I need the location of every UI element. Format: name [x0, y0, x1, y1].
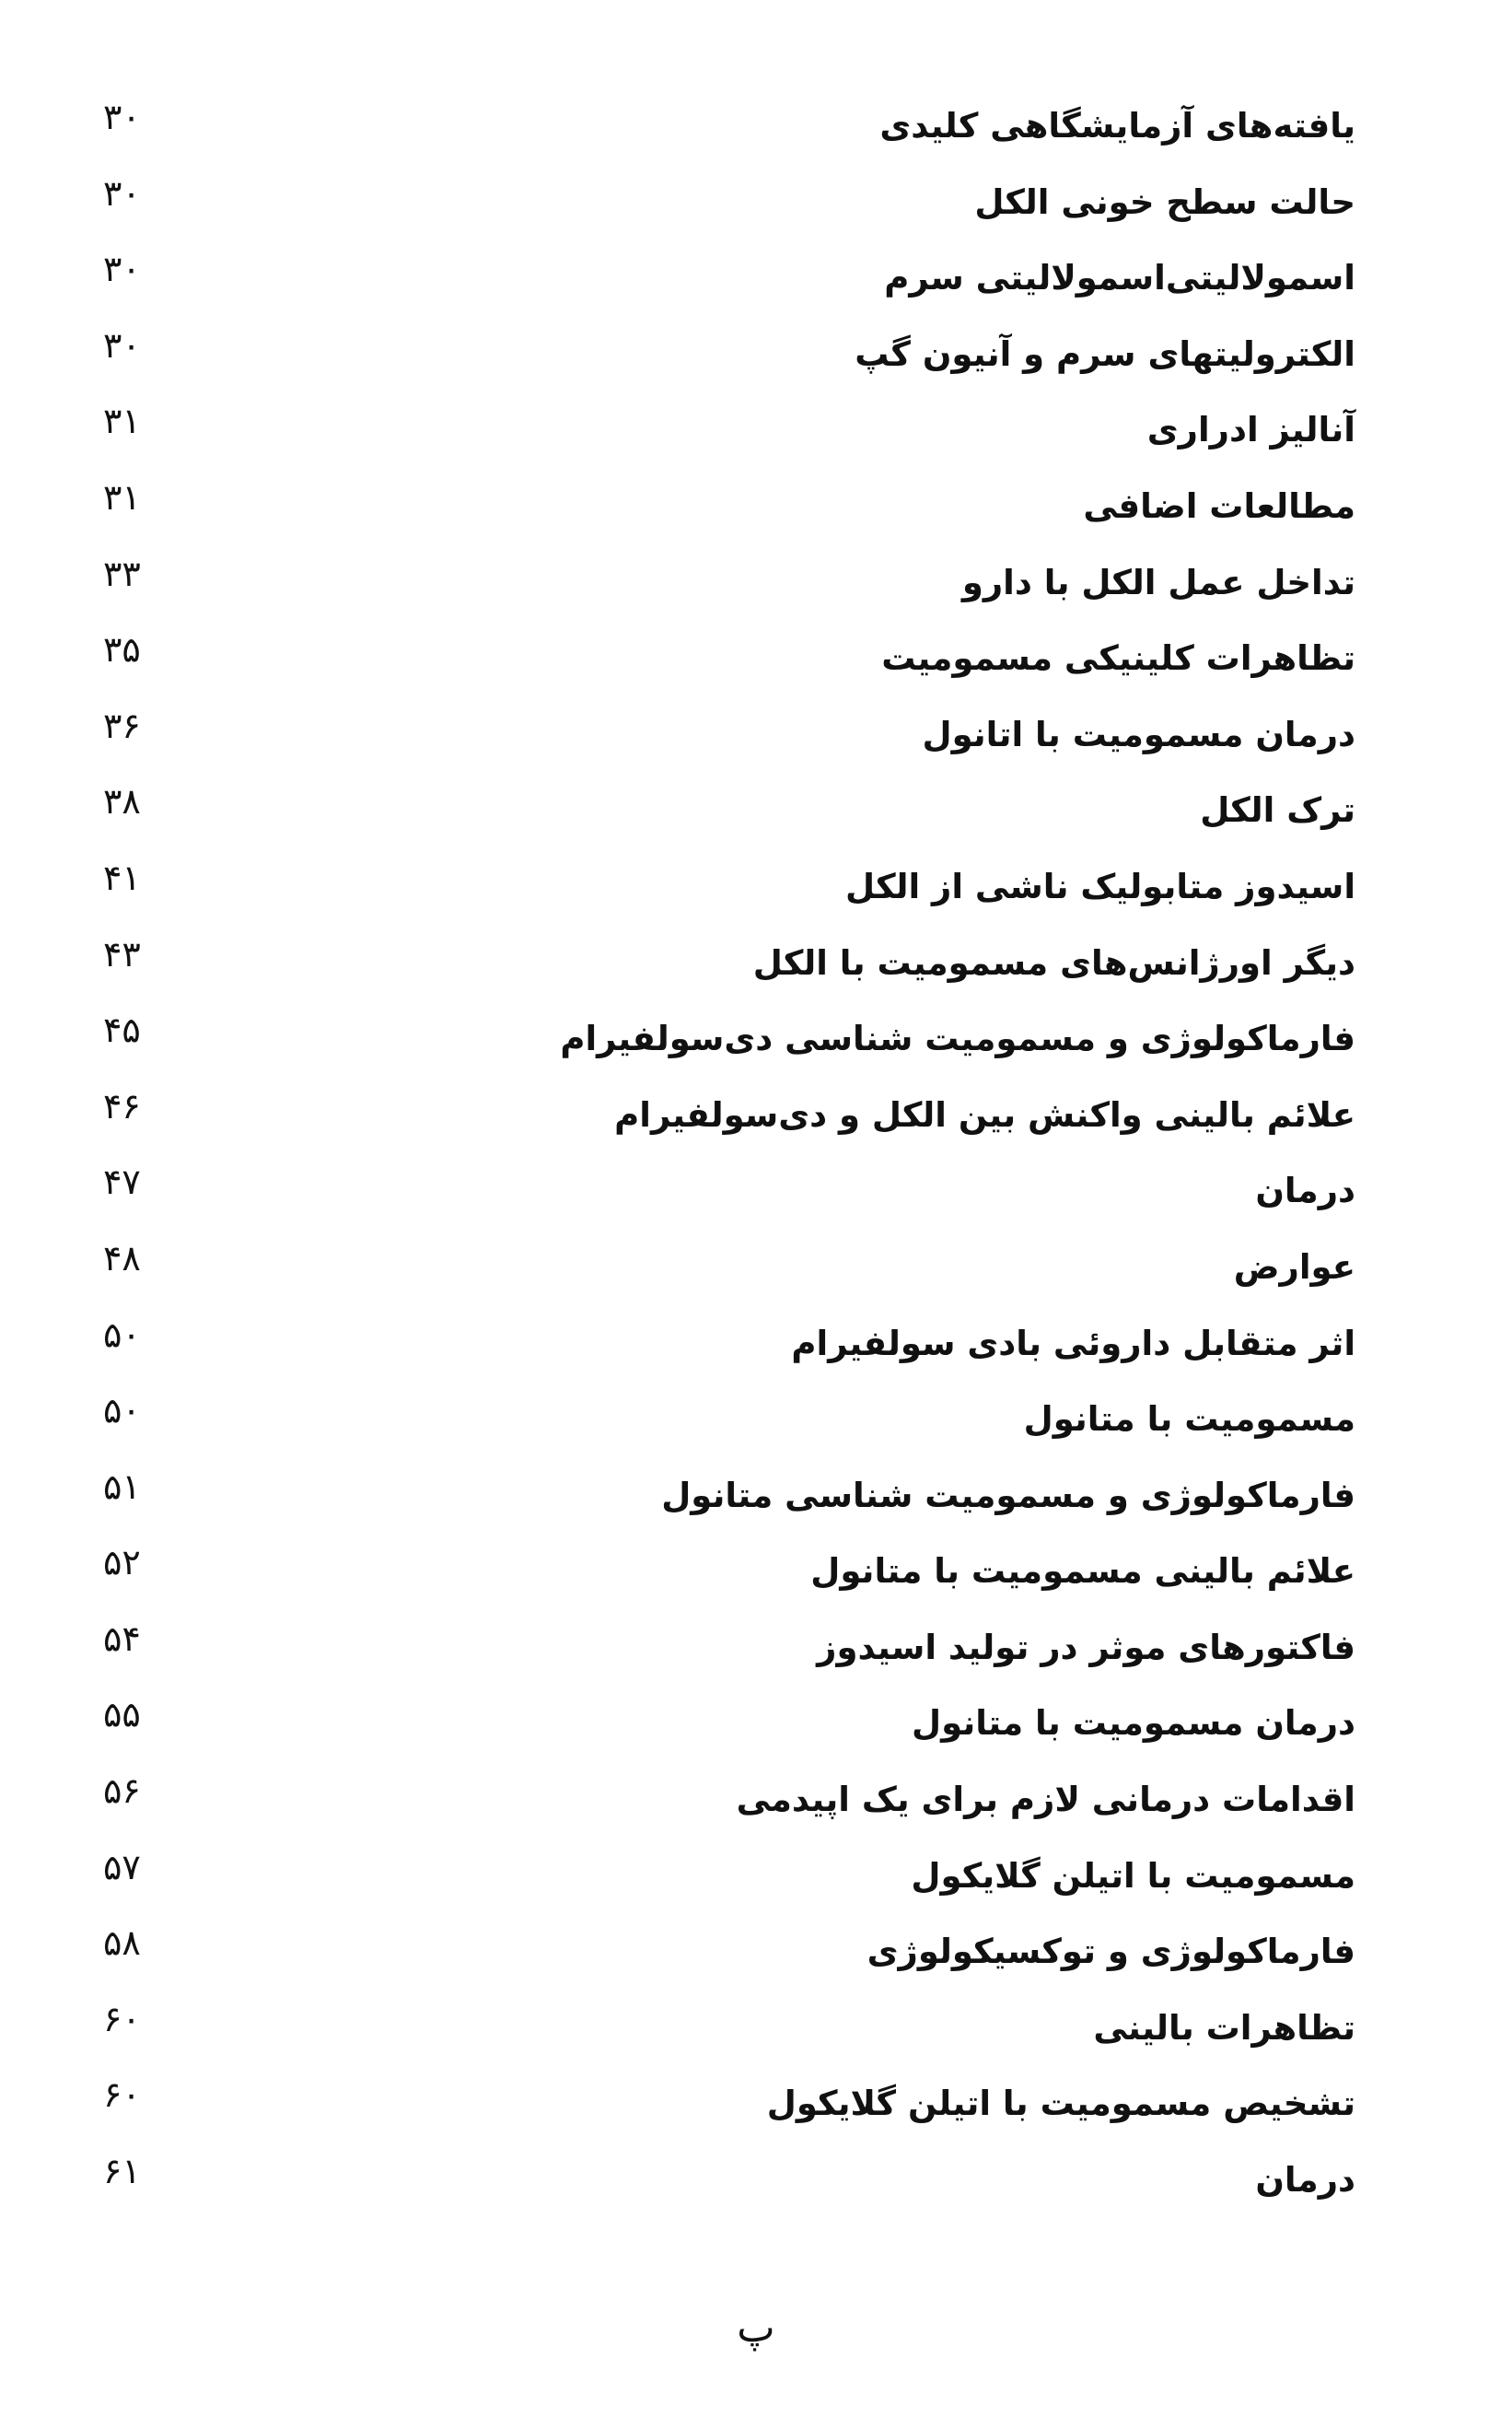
toc-entry-title: درمان مسمومیت با اتانول	[922, 714, 1355, 754]
toc-entry	[0, 1232, 1512, 1308]
toc-entry-title: الکترولیتهای سرم و آنیون گپ	[855, 333, 1355, 374]
toc-entry-page-number: ۳۱	[103, 476, 141, 518]
toc-entry-title: اسمولالیتی‌اسمولالیتی سرم	[884, 258, 1355, 298]
toc-entry-title: فارماکولوژی و توکسیکولوژی	[866, 1932, 1355, 1972]
toc-entry	[0, 928, 1512, 1004]
toc-entry-title: درمان	[1255, 1171, 1355, 1211]
toc-entry	[0, 1155, 1512, 1232]
toc-entry-page-number: ۳۰	[103, 324, 141, 366]
toc-entry-page-number: ۳۸	[103, 781, 141, 823]
toc-entry	[0, 1080, 1512, 1156]
toc-entry	[0, 242, 1512, 319]
toc-entry-page-number: ۵۶	[103, 1770, 141, 1812]
toc-entry-page-number: ۵۵	[103, 1694, 141, 1735]
toc-entry	[0, 1992, 1512, 2069]
toc-entry-page-number: ۵۱	[103, 1465, 141, 1507]
toc-entry-page-number: ۵۸	[103, 1922, 141, 1964]
toc-entry	[0, 1535, 1512, 1612]
toc-entry-page-number: ۳۳	[103, 553, 141, 594]
toc-entry	[0, 2068, 1512, 2144]
toc-entry-page-number: ۳۵	[103, 629, 141, 671]
toc-entry	[0, 394, 1512, 471]
toc-entry	[0, 90, 1512, 167]
page-number-footer: پ	[737, 2305, 775, 2352]
toc-entry-page-number: ۵۴	[103, 1617, 141, 1659]
toc-entry	[0, 1003, 1512, 1080]
toc-entry-title: تشخیص مسمومیت با اتیلن گلایکول	[766, 2084, 1355, 2124]
toc-entry	[0, 1384, 1512, 1460]
toc-entry	[0, 1916, 1512, 1992]
toc-entry	[0, 2144, 1512, 2221]
toc-entry	[0, 1840, 1512, 1917]
toc-entry-title: تداخل عمل الکل با دارو	[961, 562, 1355, 602]
toc-entry-title: فارماکولوژی و مسمومیت شناسی متانول	[661, 1475, 1355, 1515]
toc-entry-title: فارماکولوژی و مسمومیت شناسی دی‌سولفیرام	[560, 1019, 1355, 1059]
toc-entry-title: مسمومیت با متانول	[1023, 1399, 1355, 1440]
toc-entry	[0, 167, 1512, 243]
toc-entry-title: درمان	[1255, 2160, 1355, 2201]
toc-entry-title: دیگر اورژانس‌های مسمومیت با الکل	[752, 942, 1355, 983]
toc-entry-title: یافته‌های آزمایشگاهی کلیدی	[879, 106, 1355, 146]
toc-entry	[0, 775, 1512, 851]
toc-entry	[0, 1612, 1512, 1688]
toc-entry	[0, 471, 1512, 547]
toc-entry	[0, 1687, 1512, 1764]
toc-entry-title: تظاهرات کلینیکی مسمومیت	[881, 638, 1355, 679]
toc-entry-page-number: ۶۰	[103, 1998, 141, 2039]
toc-entry	[0, 623, 1512, 699]
toc-entry-title: درمان مسمومیت با متانول	[912, 1703, 1355, 1744]
toc-entry-title: اثر متقابل داروئی بادی سولفیرام	[791, 1323, 1355, 1363]
toc-entry-page-number: ۴۷	[103, 1162, 141, 1203]
toc-entry-title: مسمومیت با اتیلن گلایکول	[911, 1855, 1355, 1896]
toc-entry-page-number: ۵۷	[103, 1846, 141, 1887]
toc-entry-page-number: ۴۱	[103, 857, 141, 898]
toc-entry-title: تظاهرات بالینی	[1093, 2007, 1355, 2048]
toc-entry	[0, 699, 1512, 776]
toc-entry-page-number: ۶۱	[103, 2151, 141, 2192]
toc-entry-page-number: ۵۲	[103, 1542, 141, 1583]
table-of-contents	[0, 90, 1512, 2221]
toc-entry-title: ترک الکل	[1200, 790, 1355, 831]
toc-entry-title: فاکتورهای موثر در تولید اسیدوز	[817, 1627, 1355, 1667]
toc-entry-page-number: ۳۰	[103, 97, 141, 137]
toc-entry-page-number: ۴۶	[103, 1085, 141, 1127]
toc-entry-title: اقدامات درمانی لازم برای یک اپیدمی	[736, 1780, 1355, 1820]
toc-entry-page-number: ۳۱	[103, 401, 141, 442]
toc-entry-title: علائم بالینی مسمومیت با متانول	[810, 1551, 1355, 1592]
toc-entry-page-number: ۳۶	[103, 705, 141, 746]
toc-entry	[0, 1764, 1512, 1840]
toc-entry-title: مطالعات اضافی	[1083, 485, 1355, 526]
toc-entry-page-number: ۵۰	[103, 1390, 141, 1431]
toc-entry-page-number: ۴۸	[103, 1237, 141, 1279]
toc-entry-page-number: ۵۰	[103, 1314, 141, 1355]
toc-entry-page-number: ۳۰	[103, 249, 141, 290]
toc-entry-title: آنالیز ادراری	[1146, 410, 1355, 450]
toc-entry-title: حالت سطح خونی الکل	[974, 181, 1355, 222]
toc-entry	[0, 547, 1512, 624]
toc-entry	[0, 1308, 1512, 1384]
toc-entry-page-number: ۳۰	[103, 172, 141, 214]
toc-entry-title: علائم بالینی واکنش بین الکل و دی‌سولفیرام	[614, 1094, 1355, 1135]
toc-entry-page-number: ۴۵	[103, 1010, 141, 1051]
toc-entry	[0, 851, 1512, 928]
toc-entry-page-number: ۶۰	[103, 2074, 141, 2116]
toc-entry-page-number: ۴۳	[103, 933, 141, 975]
toc-entry	[0, 319, 1512, 395]
toc-entry-title: عوارض	[1233, 1246, 1355, 1287]
toc-entry	[0, 1460, 1512, 1536]
toc-entry-title: اسیدوز متابولیک ناشی از الکل	[845, 866, 1355, 906]
